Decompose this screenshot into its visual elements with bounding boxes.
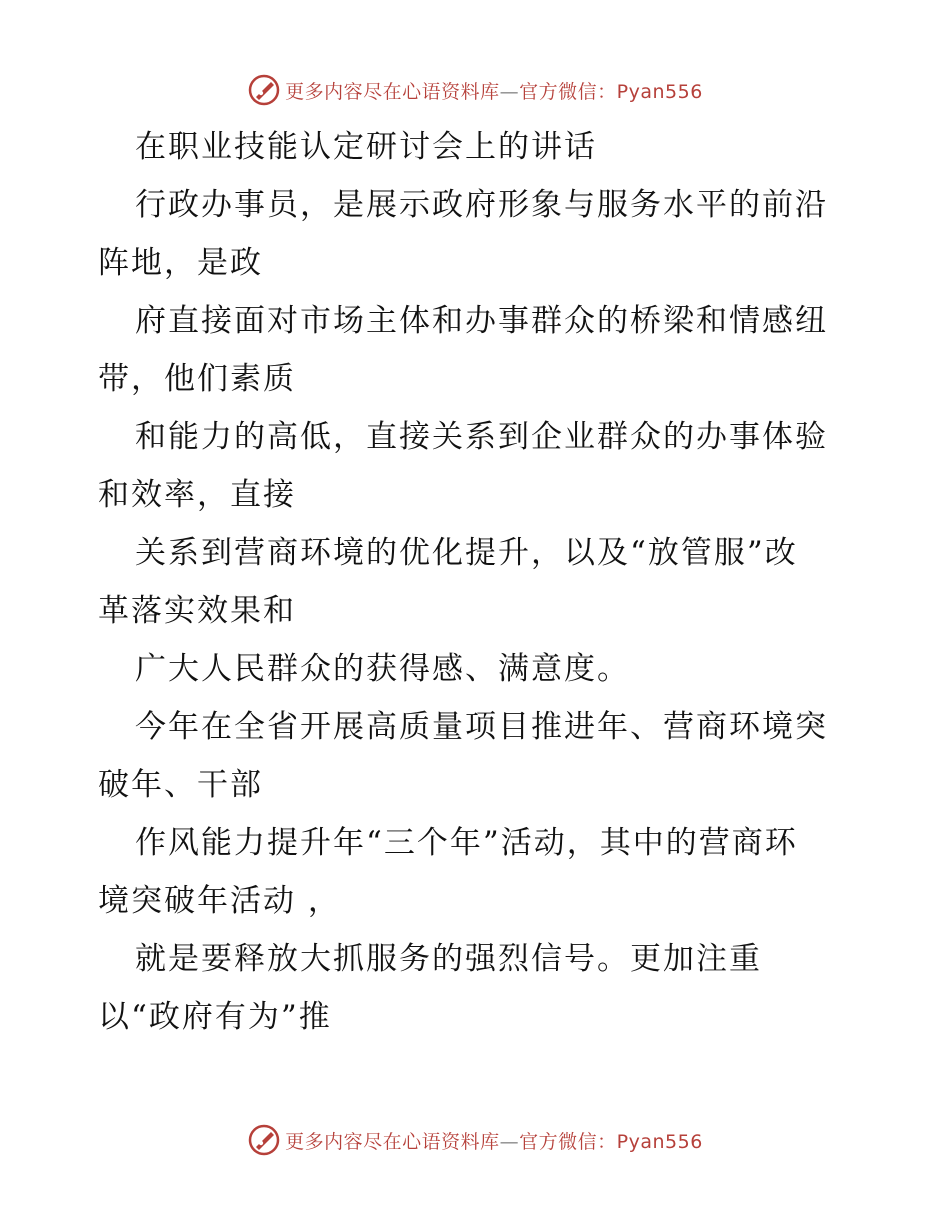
document-line: 和能力的高低，直接关系到企业群众的办事体验 <box>135 419 828 455</box>
header-banner-wechat: 官方微信：Pyan556 <box>519 80 703 103</box>
footer-banner <box>0 1120 950 1160</box>
document-line: 阵地，是政 <box>98 245 263 281</box>
document-line: 今年在全省开展高质量项目推进年、营商环境突 <box>135 709 828 745</box>
document-line: 以“政府有为”推 <box>98 999 332 1035</box>
pen-nib-logo-icon <box>247 1123 281 1157</box>
header-banner-text <box>285 77 703 104</box>
document-line: 府直接面对市场主体和办事群众的桥梁和情感纽 <box>135 303 828 339</box>
document-line: 关系到营商环境的优化提升，以及“放管服”改 <box>135 535 798 571</box>
document-line: 行政办事员，是展示政府形象与服务水平的前沿 <box>135 187 828 223</box>
header-banner <box>0 70 950 110</box>
document-line: 破年、干部 <box>98 767 263 803</box>
pen-nib-logo-icon <box>247 73 281 107</box>
document-line: 就是要释放大抓服务的强烈信号。更加注重 <box>135 941 762 977</box>
document-line: 广大人民群众的获得感、满意度。 <box>135 651 630 687</box>
footer-banner-main: 更多内容尽在心语资料库 <box>285 1130 500 1153</box>
document-body <box>98 118 854 1046</box>
footer-banner-dash: — <box>499 1130 520 1153</box>
document-title: 在职业技能认定研讨会上的讲话 <box>135 129 597 165</box>
document-line: 境突破年活动 ， <box>98 883 341 919</box>
document-line: 和效率，直接 <box>98 477 296 513</box>
footer-banner-text <box>285 1127 703 1154</box>
header-banner-dash: — <box>499 80 520 103</box>
document-line: 带，他们素质 <box>98 361 296 397</box>
document-line: 革落实效果和 <box>98 593 296 629</box>
header-banner-main: 更多内容尽在心语资料库 <box>285 80 500 103</box>
footer-banner-wechat: 官方微信：Pyan556 <box>519 1130 703 1153</box>
document-line: 作风能力提升年“三个年”活动，其中的营商环 <box>135 825 798 861</box>
